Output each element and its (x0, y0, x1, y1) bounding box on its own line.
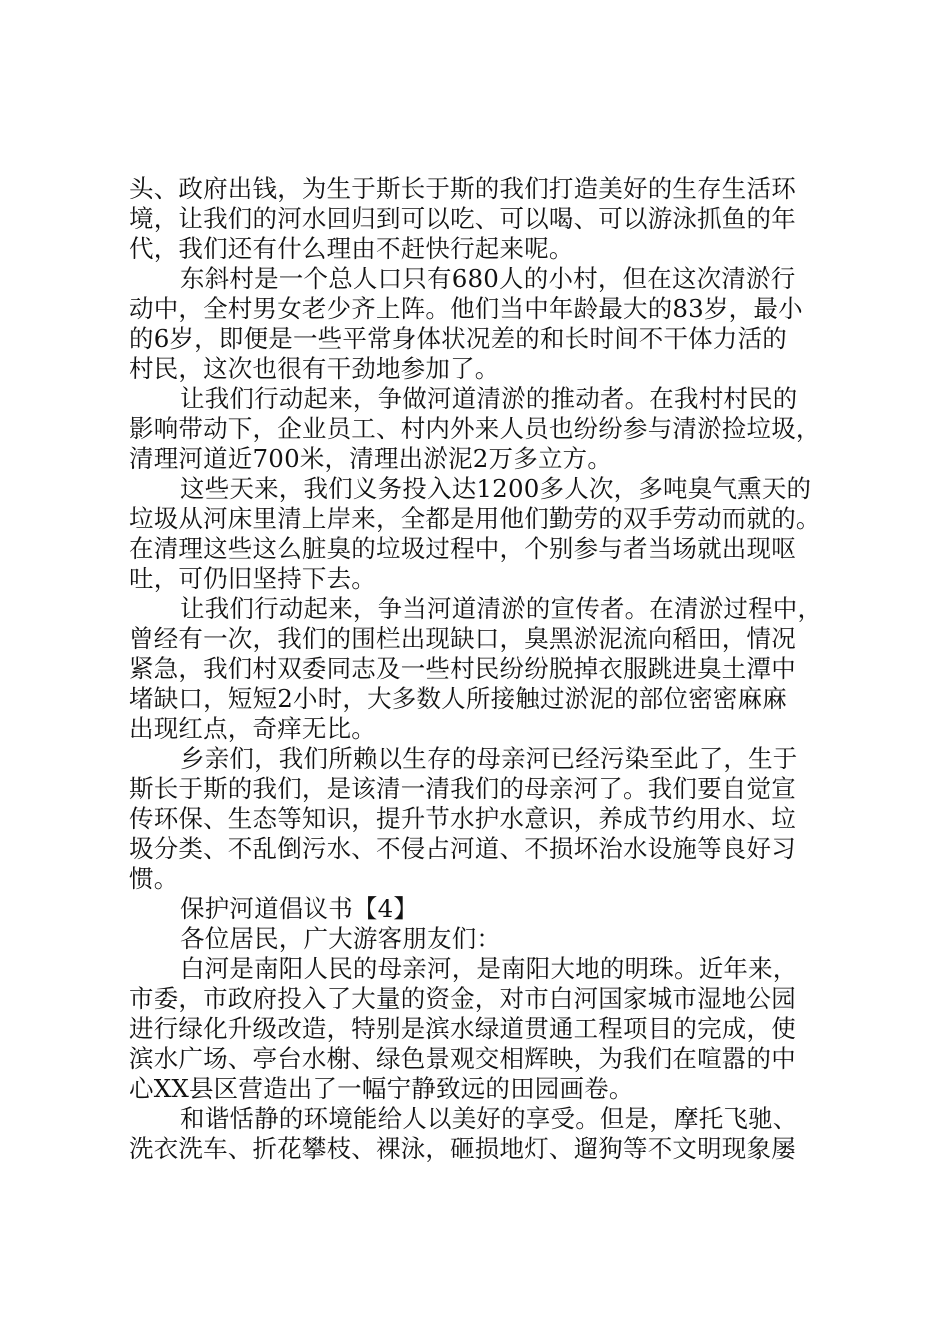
text-line: 动中，全村男女老少齐上阵。他们当中年龄最大的83岁，最小 (129, 294, 803, 323)
text-line: 堵缺口，短短2小时，大多数人所接触过淤泥的部位密密麻麻 (129, 684, 787, 713)
text-line: 滨水广场、亭台水榭、绿色景观交相辉映，为我们在喧嚣的中 (129, 1044, 796, 1073)
text-line: 清理河道近700米，清理出淤泥2万多立方。 (129, 444, 613, 473)
text-line: 代，我们还有什么理由不赶快行起来呢。 (129, 234, 574, 263)
text-line: 东斜村是一个总人口只有680人的小村，但在这次清淤行 (180, 264, 796, 293)
text-line: 头、政府出钱，为生于斯长于斯的我们打造美好的生存生活环 (129, 174, 796, 203)
text-line: 出现红点，奇痒无比。 (129, 714, 376, 743)
text-line: 心XX县区营造出了一幅宁静致远的田园画卷。 (129, 1074, 634, 1103)
document-body (129, 174, 839, 1164)
text-line: 曾经有一次，我们的围栏出现缺口，臭黑淤泥流向稻田，情况 (129, 624, 796, 653)
text-line: 保护河道倡议书【4】 (180, 894, 419, 923)
text-line: 垃圾从河床里清上岸来，全都是用他们勤劳的双手劳动而就的。 (129, 504, 821, 533)
text-line: 圾分类、不乱倒污水、不侵占河道、不损坏治水设施等良好习 (129, 834, 796, 863)
text-line: 村民，这次也很有干劲地参加了。 (129, 354, 500, 383)
text-line: 境，让我们的河水回归到可以吃、可以喝、可以游泳抓鱼的年 (129, 204, 796, 233)
text-line: 惯。 (129, 864, 179, 893)
text-line: 和谐恬静的环境能给人以美好的享受。但是，摩托飞驰、 (180, 1104, 798, 1133)
text-line: 各位居民，广大游客朋友们： (180, 924, 502, 953)
text-line: 乡亲们，我们所赖以生存的母亲河已经污染至此了，生于 (180, 744, 798, 773)
text-line: 这些天来，我们义务投入达1200多人次，多吨臭气熏天的 (180, 474, 812, 503)
text-line: 影响带动下，企业员工、村内外来人员也纷纷参与清淤捡垃圾， (129, 414, 821, 443)
text-line: 让我们行动起来，争当河道清淤的宣传者。在清淤过程中， (180, 594, 823, 623)
text-line: 的6岁，即便是一些平常身体状况差的和长时间不干体力活的 (129, 324, 787, 353)
text-line: 吐，可仍旧坚持下去。 (129, 564, 376, 593)
text-line: 紧急，我们村双委同志及一些村民纷纷脱掉衣服跳进臭土潭中 (129, 654, 796, 683)
text-line: 斯长于斯的我们，是该清一清我们的母亲河了。我们要自觉宣 (129, 774, 796, 803)
text-line: 让我们行动起来，争做河道清淤的推动者。在我村村民的 (180, 384, 798, 413)
text-line: 进行绿化升级改造，特别是滨水绿道贯通工程项目的完成，使 (129, 1014, 796, 1043)
text-line: 在清理这些这么脏臭的垃圾过程中，个别参与者当场就出现呕 (129, 534, 796, 563)
text-line: 白河是南阳人民的母亲河，是南阳大地的明珠。近年来， (180, 954, 798, 983)
text-line: 传环保、生态等知识，提升节水护水意识，养成节约用水、垃 (129, 804, 796, 833)
text-line: 市委，市政府投入了大量的资金，对市白河国家城市湿地公园 (129, 984, 796, 1013)
text-line: 洗衣洗车、折花攀枝、裸泳，砸损地灯、遛狗等不文明现象屡 (129, 1134, 796, 1163)
